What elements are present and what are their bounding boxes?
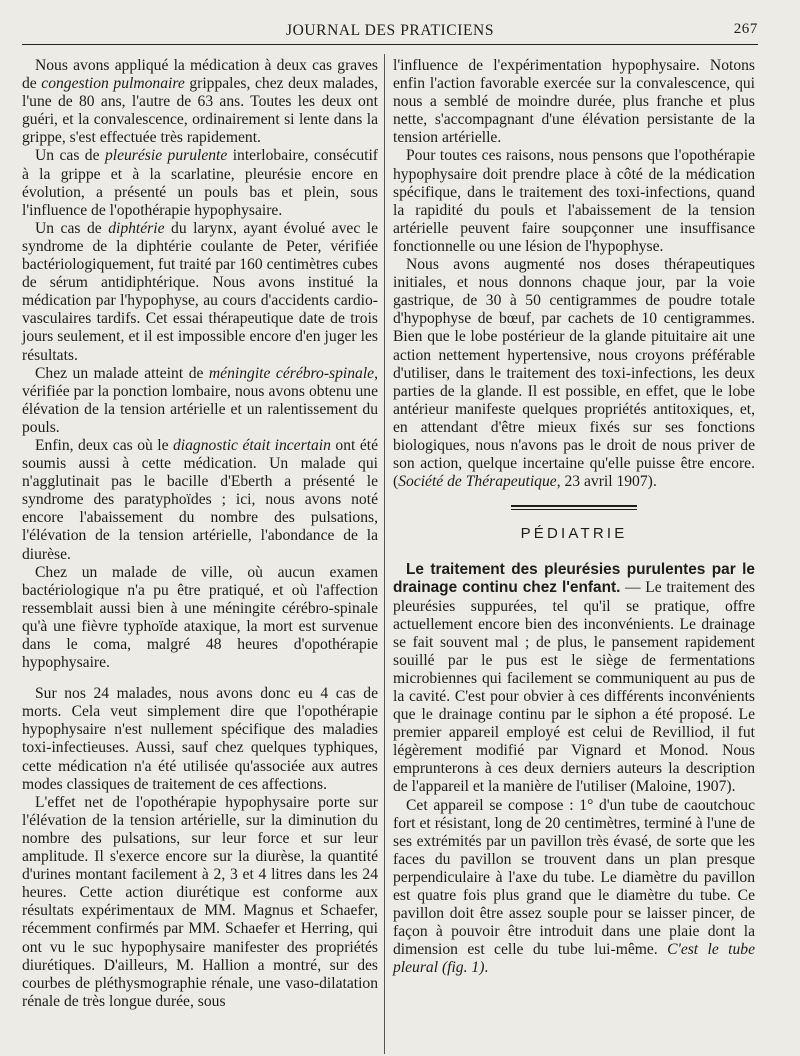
paragraph: Chez un malade de ville, où aucun examen bactériologique n'a pu être pratiqué, et où l'affection ressemblait aussi bien à une méningite cérébro-spinale qu'à une fièvre typhoïde ataxique, la mort est survenue dans le coma, malgré 48 heures d'opothérapie hypophysaire.	[22, 563, 378, 672]
paragraph: Sur nos 24 malades, nous avons donc eu 4 cas de morts. Cela veut simplement dire que l'opothérapie hypophysaire n'est nullement spécifique des maladies toxi-infectieuses. Aussi, sauf chez quelques typhiques, cette médication n'a été utilisée qu'associée aux autres modes classiques de traitement de ces affections.	[22, 685, 378, 793]
section-divider	[393, 505, 755, 517]
paragraph: Cet appareil se compose : 1° d'un tube de caoutchouc fort et résistant, long de 20 centimètres, terminé à l'une de ses extrémités par un pavillon très évasé, de sorte que les faces du pavillon se trouvent dans un plan presque perpendiculaire à l'axe du tube. Le diamètre du pavillon est quatre fois plus grand que le diamètre du tube. Ce pavillon doit être assez souple pour se laisser pincer, de façon à pouvoir être introduit dans une plaie dont la dimension est celle du tube lui-même. C'est le tube pleural (fig. 1).	[393, 796, 755, 977]
right-column	[393, 57, 755, 978]
column-divider	[384, 54, 385, 1054]
paragraph: Un cas de diphtérie du larynx, ayant évolué avec le syndrome de la diphtérie coulante de Peter, vérifiée bactériologiquement, fut traité par 160 centimètres cubes de sérum antidiphtérique. Nous avons institué la médication par l'hypophyse, au cours d'accidents cardio-vasculaires tardifs. Cet essai thérapeutique date de trois jours seulement, et il est impossible encore d'en juger les résultats.	[22, 219, 378, 364]
article-title: Le traitement des pleurésies purulentes par le drainage continu chez l'enfant.	[393, 561, 755, 597]
left-column	[22, 57, 378, 1011]
paragraph: Enfin, deux cas où le diagnostic était incertain ont été soumis aussi à cette médication. Un malade qui n'agglutinait pas le bacille d'Eberth a présenté le syndrome des paratyphoïdes ; ici, nous avons noté encore l'abaissement du nombre des pulsations, l'élévation de la tension artérielle, l'abondance de la diurèse.	[22, 436, 378, 563]
paragraph: Nous avons augmenté nos doses thérapeutiques initiales, et nous donnons chaque jour, par la voie gastrique, de 30 à 50 centigrammes de poudre totale d'hypophyse de bœuf, par cachets de 10 centigrammes. Bien que le lobe postérieur de la glande pituitaire ait une action nettement hypertensive, nous croyons préférable d'utiliser, dans le traitement des toxi-infections, les deux parties de la glande. Il est possible, en effet, que le lobe antérieur manifeste quelques propriétés antitoxiques, et, en attendant d'être mieux fixés sur ses fonctions biologiques, nous n'avons pas le droit de nous priver de son action, quelque incertaine qu'elle puisse être encore. (Société de Thérapeutique, 23 avril 1907).	[393, 256, 755, 491]
running-head	[22, 20, 758, 42]
paragraph: Un cas de pleurésie purulente interlobaire, consécutif à la grippe et à la scarlatine, pleurésie encore en évolution, a présenté un pouls bas et plein, sous l'influence de l'opothérapie hypophysaire.	[22, 147, 378, 219]
header-rule	[22, 44, 758, 45]
paragraph: Chez un malade atteint de méningite cérébro-spinale, vérifiée par la ponction lombaire, nous avons obtenu une élévation de la tension artérielle et un ralentissement du pouls.	[22, 364, 378, 436]
section-title: PÉDIATRIE	[520, 525, 628, 543]
paragraph: l'influence de l'expérimentation hypophysaire. Notons enfin l'action favorable exercée sur la convalescence, qui nous a semblé de moindre durée, plus franche et plus nette, s'accompagnant d'une élévation persistante de la tension artérielle.	[393, 57, 755, 147]
paragraph: Nous avons appliqué la médication à deux cas graves de congestion pulmonaire grippales, chez deux malades, l'une de 80 ans, l'autre de 63 ans. Toutes les deux ont guéri, et la convalescence, ordinairement si lente dans la grippe, s'est effectuée très rapidement.	[22, 57, 378, 147]
paragraph: Pour toutes ces raisons, nous pensons que l'opothérapie hypophysaire doit prendre place à côté de la médication spécifique, dans le traitement des toxi-infections, quand la rapidité du pouls et l'abaissement de la tension artérielle peuvent faire soupçonner une insuffisance fonctionnelle ou une lésion de l'hypophyse.	[393, 147, 755, 255]
journal-title: JOURNAL DES PRATICIENS	[285, 22, 495, 39]
article-paragraph: Le traitement des pleurésies purulentes par le drainage continu chez l'enfant. — Le traitement des pleurésies suppurées, tel qu'il se pratique, offre actuellement encore bien des inconvénients. Le drainage se fait souvent mal ; de plus, le pansement rapidement souillé par le pus est le siège de fermentations microbiennes qui facilement se communiquent au pus de la cavité. C'est pour obvier à ces différents inconvénients que le drainage continu par le siphon a été proposé. Le premier appareil employé est celui de Revilliod, il fut légèrement modifié par Vignard et Monod. Nous emprunterons à ces deux derniers auteurs la description de l'appareil et la manière de l'utiliser (Maloine, 1907).	[393, 561, 755, 796]
page-number: 267	[733, 21, 758, 37]
paragraph: L'effet net de l'opothérapie hypophysaire porte sur l'élévation de la tension artérielle, sur la diminution du nombre des pulsations, sur leur force et sur leur amplitude. Il s'exerce encore sur la diurèse, la quantité d'urines montant facilement à 2, 3 et 4 litres dans les 24 heures. Cette action diurétique est conforme aux résultats expérimentaux de MM. Magnus et Schaefer, récemment confirmés par MM. Schaefer et Herring, qui ont vu le suc hypophysaire manifester des propriétés diurétiques. D'ailleurs, M. Hallion a montré, sur des courbes de pléthysmographie rénale, une vaso-dilatation rénale de très longue durée, sous	[22, 793, 378, 1010]
